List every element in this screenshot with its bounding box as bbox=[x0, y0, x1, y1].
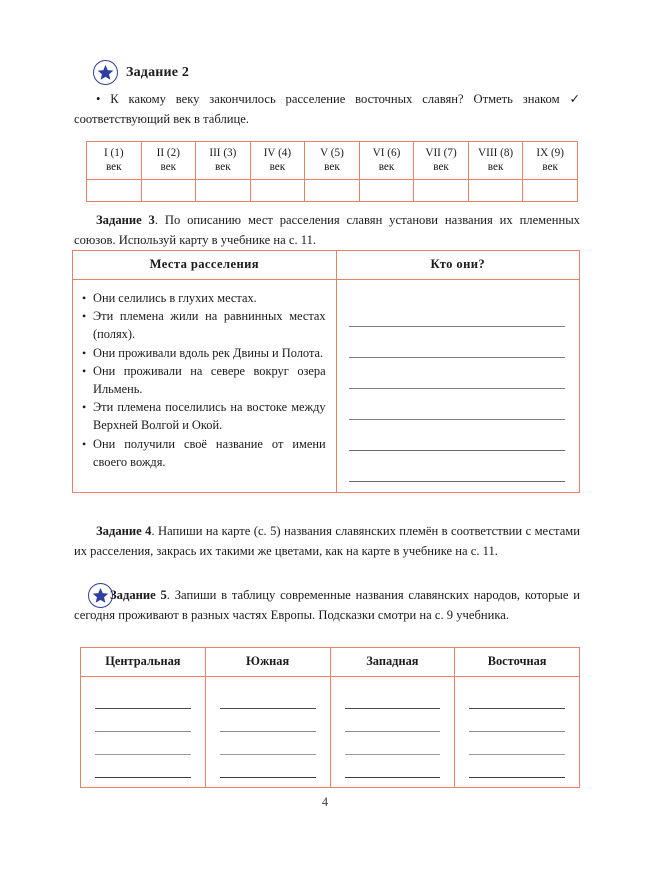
list-item: • Они проживали вдоль рек Двины и Полота. bbox=[82, 344, 326, 362]
century-cell-8 bbox=[468, 142, 523, 180]
answer-line[interactable] bbox=[95, 755, 191, 778]
answer-line[interactable] bbox=[345, 709, 441, 732]
century-table-wrapper bbox=[86, 141, 578, 202]
century-roman-1: I (1) bbox=[103, 147, 124, 159]
answer-line[interactable] bbox=[349, 327, 565, 358]
answer-line[interactable] bbox=[469, 686, 565, 709]
settlement-table-wrapper bbox=[72, 250, 580, 493]
checkmark-icon: ✓ bbox=[569, 92, 580, 106]
list-item: • Эти племена поселились на востоке между Верхней Волгой и Окой. bbox=[82, 398, 326, 434]
answer-line[interactable] bbox=[220, 709, 316, 732]
century-header-row bbox=[87, 142, 578, 180]
task-4-instruction-text: . Напиши на карте (с. 5) названия славянских племён в соответствии с местами их расселения, закрась их такими же цветами, как на карте в учебнике на с. 11. bbox=[74, 524, 580, 558]
answer-line[interactable] bbox=[349, 451, 565, 482]
century-cell-4 bbox=[250, 142, 305, 180]
slavic-cell-southern bbox=[205, 677, 330, 788]
century-roman-6: VI (6) bbox=[372, 147, 401, 159]
list-item: • Эти племена жили на равнинных местах (полях). bbox=[82, 307, 326, 343]
answer-line-group bbox=[349, 296, 565, 482]
answer-line[interactable] bbox=[345, 732, 441, 755]
century-word-4: век bbox=[269, 161, 286, 173]
slavic-cell-central bbox=[81, 677, 206, 788]
century-cell-9 bbox=[523, 142, 578, 180]
century-roman-2: II (2) bbox=[156, 147, 180, 159]
task-5-instruction-text: . Запиши в таблицу современные названия славянских народов, которые и сегодня проживают в разных частях Европы. Подсказки смотри на с. 9 учебника. bbox=[74, 588, 580, 622]
century-checkbox-7[interactable] bbox=[414, 180, 469, 202]
century-cell-1 bbox=[87, 142, 142, 180]
century-cell-5 bbox=[305, 142, 360, 180]
century-cell-2 bbox=[141, 142, 196, 180]
task-2-bullet: • bbox=[96, 92, 101, 106]
century-checkbox-5[interactable] bbox=[305, 180, 360, 202]
task-4-label: Задание 4 bbox=[96, 524, 152, 538]
answer-line[interactable] bbox=[349, 358, 565, 389]
slavic-header-southern: Южная bbox=[205, 648, 330, 677]
answer-line[interactable] bbox=[469, 709, 565, 732]
century-cell-6 bbox=[359, 142, 414, 180]
slavic-header-central: Центральная bbox=[81, 648, 206, 677]
task-5-label: Задание 5 bbox=[110, 588, 167, 602]
slavic-header-western: Западная bbox=[330, 648, 455, 677]
settlement-header-places: Места расселения bbox=[73, 251, 337, 280]
century-checkbox-8[interactable] bbox=[468, 180, 523, 202]
settlement-description-list bbox=[82, 289, 326, 471]
settlement-header-who: Кто они? bbox=[336, 251, 579, 280]
century-table bbox=[86, 141, 578, 202]
century-checkbox-6[interactable] bbox=[359, 180, 414, 202]
century-word-7: век bbox=[433, 161, 449, 173]
century-word-5: век bbox=[324, 161, 340, 173]
settlement-answers-cell bbox=[336, 280, 579, 493]
slavic-peoples-table-wrapper bbox=[80, 647, 580, 788]
century-word-9: век bbox=[542, 161, 558, 173]
slavic-cell-eastern bbox=[455, 677, 580, 788]
page-number: 4 bbox=[321, 795, 329, 809]
century-word-3: век bbox=[215, 161, 231, 173]
century-checkbox-4[interactable] bbox=[250, 180, 305, 202]
answer-line[interactable] bbox=[220, 755, 316, 778]
answer-line[interactable] bbox=[95, 686, 191, 709]
century-roman-4: IV (4) bbox=[263, 147, 292, 159]
star-badge-icon bbox=[93, 60, 118, 85]
task-3-instruction-text: . По описанию мест расселения славян установи названия их племенных союзов. Используй карту в учебнике на с. 11. bbox=[74, 213, 580, 247]
century-roman-3: III (3) bbox=[209, 147, 237, 159]
settlement-table bbox=[72, 250, 580, 493]
century-cell-7 bbox=[414, 142, 469, 180]
answer-line[interactable] bbox=[469, 755, 565, 778]
answer-line[interactable] bbox=[349, 389, 565, 420]
century-checkbox-3[interactable] bbox=[196, 180, 251, 202]
answer-line[interactable] bbox=[469, 732, 565, 755]
task-2-instruction-part1: К какому веку закончилось расселение восточных славян? Отметь знаком bbox=[110, 92, 560, 106]
century-word-2: век bbox=[160, 161, 177, 173]
century-roman-5: V (5) bbox=[320, 147, 344, 159]
answer-line[interactable] bbox=[95, 709, 191, 732]
century-checkbox-9[interactable] bbox=[523, 180, 578, 202]
settlement-descriptions-cell bbox=[73, 280, 337, 493]
answer-line[interactable] bbox=[345, 686, 441, 709]
answer-line[interactable] bbox=[349, 296, 565, 327]
task-4-instruction bbox=[74, 522, 580, 561]
task-2-title: Задание 2 bbox=[126, 64, 190, 80]
answer-line[interactable] bbox=[220, 686, 316, 709]
slavic-peoples-table bbox=[80, 647, 580, 788]
answer-line[interactable] bbox=[349, 420, 565, 451]
century-word-8: век bbox=[487, 161, 504, 173]
century-roman-7: VII (7) bbox=[425, 147, 457, 159]
century-checkbox-1[interactable] bbox=[87, 180, 142, 202]
slavic-header-eastern: Восточная bbox=[455, 648, 580, 677]
slavic-table-body-row bbox=[81, 677, 580, 788]
century-roman-9: IX (9) bbox=[536, 147, 565, 159]
task-5-instruction bbox=[74, 586, 580, 625]
answer-line[interactable] bbox=[345, 755, 441, 778]
century-checkbox-2[interactable] bbox=[141, 180, 196, 202]
slavic-table-header-row bbox=[81, 648, 580, 677]
century-word-6: век bbox=[378, 161, 395, 173]
task-2-heading bbox=[93, 60, 189, 85]
settlement-table-body-row bbox=[73, 280, 580, 493]
task-2-instruction bbox=[74, 90, 580, 129]
list-item: • Они селились в глухих местах. bbox=[82, 289, 326, 307]
century-cell-3 bbox=[196, 142, 251, 180]
settlement-table-header-row bbox=[73, 251, 580, 280]
answer-line[interactable] bbox=[220, 732, 316, 755]
century-roman-8: VIII (8) bbox=[478, 147, 514, 159]
century-answer-row bbox=[87, 180, 578, 202]
slavic-cell-western bbox=[330, 677, 455, 788]
task-2-instruction-part2: соответствующий век в таблице. bbox=[74, 111, 249, 126]
task-3-label: Задание 3 bbox=[96, 213, 155, 227]
list-item: • Они проживали на севере вокруг озера Ильмень. bbox=[82, 362, 326, 398]
century-word-1: век bbox=[105, 161, 122, 173]
task-3-instruction bbox=[74, 211, 580, 250]
answer-line[interactable] bbox=[95, 732, 191, 755]
list-item: • Они получили своё название от имени своего вождя. bbox=[82, 435, 326, 471]
